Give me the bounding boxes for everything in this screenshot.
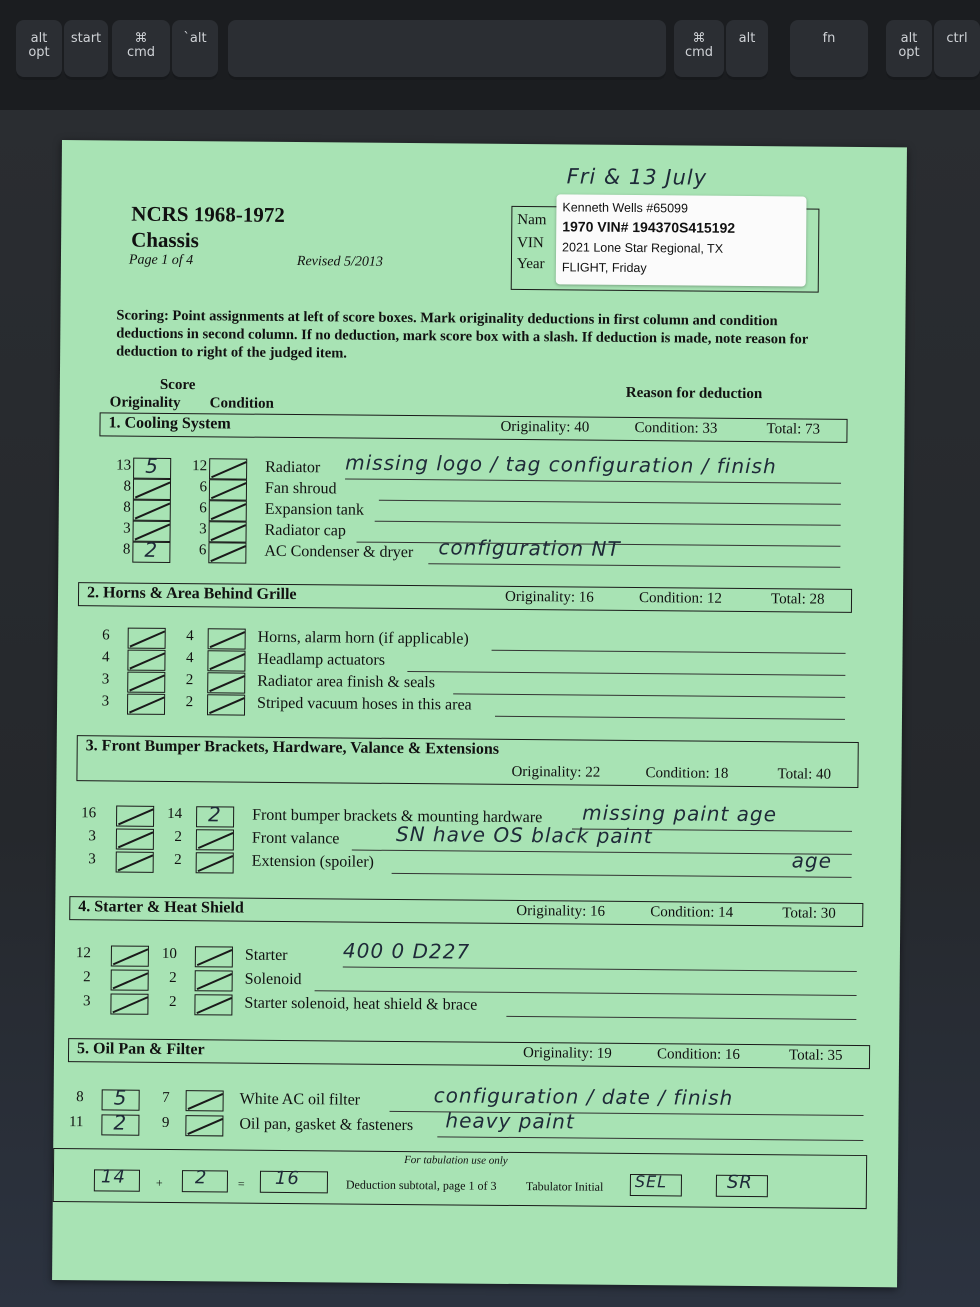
condition-points: 2 [185,672,194,689]
originality-deduction-value: 5 [145,453,159,478]
condition-subtotal-value: 2 [194,1167,208,1189]
judged-item-label: Front bumper brackets & mounting hardware [252,806,543,827]
handwritten-date: Fri & 13 July [566,164,708,190]
originality-points: 13 [116,457,132,474]
name-label: Nam [517,211,547,229]
deduction-reason-note: 400 0 D227 [342,938,471,964]
condition-points: 12 [192,458,208,475]
condition-points: 2 [168,993,177,1011]
originality-deduction-value: 2 [113,1110,128,1135]
form-subtitle: Chassis [131,227,199,253]
tabulation-box [53,1148,867,1209]
judged-item-label: Starter solenoid, heat shield & brace [244,994,478,1014]
page-indicator: Page 1 of 4 [128,252,194,269]
deduction-reason-note: SN have OS black paint [395,821,653,849]
originality-points: 12 [75,945,91,962]
vin-label: VIN [517,234,544,252]
judged-item-label: Horns, alarm horn (if applicable) [257,628,469,648]
condition-points: 6 [198,542,207,559]
tabulator-initial-value: SEL [634,1172,668,1192]
originality-points: 3 [88,851,96,868]
condition-points: 6 [199,500,207,517]
originality-points: 3 [101,671,110,688]
tabulator-initial-box [630,1174,682,1196]
cmd-key-left: ⌘ cmd [112,20,170,80]
signature-box [716,1171,768,1197]
section-orig-points: Originality: 19 [522,1045,612,1062]
section-orig-points: Originality: 40 [500,418,590,436]
section-orig-points: Originality: 16 [516,902,606,920]
fn-key: fn [790,20,868,80]
reason-line [379,500,841,505]
reason-heading: Reason for deduction [625,384,763,403]
start-key: start [64,20,108,80]
reason-line [495,716,845,720]
tabulation-header: For tabulation use only [404,1154,508,1167]
deduction-reason-note: configuration NT [438,535,621,561]
section-title: 1. Cooling System [108,414,231,433]
section-header-1 [99,412,847,443]
condition-deduction-value: 2 [208,802,222,827]
originality-heading: Originality [109,394,181,412]
alt-opt-key-right: alt opt [886,20,932,80]
originality-points: 2 [83,969,91,986]
originality-points: 3 [123,520,131,537]
originality-points: 8 [122,541,131,558]
originality-points: 6 [102,627,110,644]
judged-item-label: Starter [244,946,288,964]
section-header-2 [78,582,852,613]
judged-item-label: Headlamp actuators [257,650,386,669]
section-header-4 [69,896,863,927]
reason-line [437,1136,863,1141]
judged-item-label: Oil pan, gasket & fasteners [239,1115,414,1135]
reason-line [345,478,841,483]
plus-sign: + [155,1175,163,1190]
year-label: Year [516,255,545,273]
equals-sign: = [237,1176,245,1191]
spacebar [228,20,666,80]
condition-points: 4 [185,650,194,667]
section-total-points: Total: 30 [782,905,836,922]
owner-sticker-label [556,194,807,286]
judged-item-label: White AC oil filter [239,1090,361,1109]
section-header-5 [68,1038,870,1069]
condition-points: 3 [199,521,207,538]
judged-item-label: Radiator [265,458,321,477]
deduction-reason-note: configuration / date / finish [433,1083,734,1110]
originality-points: 8 [123,499,131,516]
tabulator-initial-label: Tabulator Initial [525,1179,604,1194]
judged-item-label: Front valance [251,829,340,848]
condition-points: 9 [161,1114,170,1131]
judged-item-label: Fan shroud [264,479,337,498]
judged-item-label: Extension (spoiler) [251,852,374,871]
originality-points: 3 [88,828,96,845]
deduction-reason-note: missing logo / tag configuration / finish [345,450,777,479]
sticker-vin: 1970 VIN# 194370S415192 [562,218,736,236]
deduction-subtotal-label: Deduction subtotal, page 1 of 3 [345,1177,497,1193]
condition-points: 4 [186,628,194,645]
judging-form-sheet [52,140,907,1287]
condition-heading: Condition [209,395,274,412]
originality-deduction-value: 2 [144,537,159,562]
section-title: 5. Oil Pan & Filter [76,1040,205,1059]
judged-item-label: Radiator cap [264,521,346,540]
alt-key-right: alt [726,20,768,80]
section-orig-points: Originality: 16 [504,588,594,606]
deduction-reason-note: missing paint age [582,800,778,827]
judged-item-label: Solenoid [244,970,302,989]
scoring-instructions: Scoring: Point assignments at left of score boxes. Mark originality deductions in first column and condition deductions in second column. If no deduction, mark score box with a slash. If deduction is made, note reason for deduction to right of the judged item. [116,307,808,362]
originality-points: 4 [101,649,110,666]
reason-line [392,873,852,878]
score-heading: Score [159,376,196,394]
section-cond-points: Condition: 18 [645,765,729,782]
judged-item-label: Striped vacuum hoses in this area [257,694,472,714]
reason-line [428,563,840,568]
section-total-points: Total: 35 [788,1047,843,1064]
section-title: 3. Front Bumper Brackets, Hardware, Valance & Extensions [85,737,500,758]
section-total-points: Total: 73 [766,421,821,438]
section-title: 2. Horns & Area Behind Grille [86,584,297,604]
condition-points: 6 [199,479,208,496]
originality-points: 8 [123,478,132,495]
reason-line [492,650,846,654]
condition-points: 2 [185,694,194,711]
form-title: NCRS 1968-1972 [131,201,285,227]
reason-line [407,671,845,676]
total-subtotal-box [260,1167,328,1194]
condition-points: 2 [169,969,177,987]
section-total-points: Total: 40 [777,766,832,783]
originality-deduction-value: 5 [113,1085,128,1110]
alt-key-left: `alt [172,20,218,80]
reason-line [453,693,845,697]
reason-line [352,850,852,855]
section-cond-points: Condition: 33 [634,420,718,437]
originality-points: 11 [68,1114,84,1131]
section-title: 4. Starter & Heat Shield [78,898,244,917]
originality-subtotal-value: 14 [100,1166,126,1188]
section-orig-points: Originality: 22 [511,763,601,781]
condition-points: 10 [161,945,177,963]
condition-points: 14 [167,805,183,823]
originality-points: 16 [81,805,97,822]
section-cond-points: Condition: 16 [656,1046,741,1063]
sticker-owner: Kenneth Wells #65099 [562,200,689,216]
total-subtotal-value: 16 [274,1167,300,1190]
section-cond-points: Condition: 14 [650,904,734,921]
ctrl-key: ctrl [934,20,980,80]
reason-line [506,1016,856,1020]
originality-points: 3 [82,993,91,1010]
sticker-event: 2021 Lone Star Regional, TX [562,240,724,256]
reason-line [375,521,841,526]
alt-opt-key: alt opt [16,20,62,80]
cmd-key-right: ⌘ cmd [674,20,724,80]
reason-line [343,966,857,971]
judged-item-label: Expansion tank [264,500,364,519]
condition-points: 2 [174,829,182,846]
originality-subtotal-box [94,1166,140,1191]
deduction-reason-note: heavy paint [445,1108,575,1134]
section-total-points: Total: 28 [770,591,825,608]
condition-points: 2 [174,852,182,869]
originality-points: 3 [101,693,110,710]
tabulator-signature: SR [726,1171,753,1194]
sticker-flight: FLIGHT, Friday [561,260,647,276]
condition-points: 7 [162,1089,170,1106]
revised-date: Revised 5/2013 [296,254,383,270]
judged-item-label: AC Condenser & dryer [264,542,414,562]
section-header-3 [76,735,858,788]
condition-subtotal-box [182,1167,228,1192]
judged-item-label: Radiator area finish & seals [257,672,436,692]
originality-points: 8 [76,1089,84,1106]
deduction-reason-note: age [791,848,833,873]
laptop-keyboard [0,0,980,110]
section-cond-points: Condition: 12 [638,590,723,607]
